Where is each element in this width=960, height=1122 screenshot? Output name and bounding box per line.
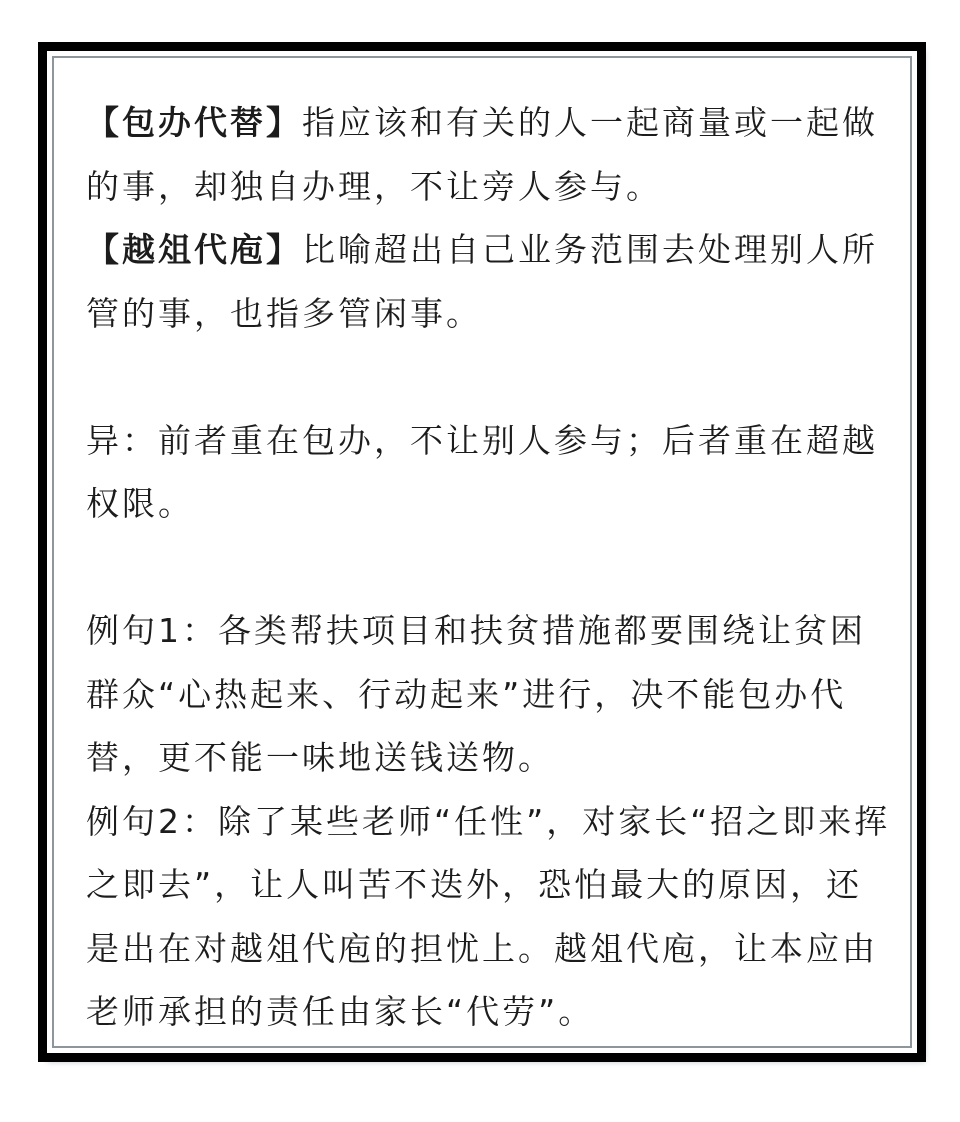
term-title-1: 【包办代替】 [86,103,302,142]
document-frame [38,42,926,1062]
example-sentence-2: 例句2：除了某些老师“任性”，对家长“招之即来挥之即去”，让人叫苦不迭外，恐怕最大的原因，还是出在对越俎代庖的担忧上。越俎代庖，让本应由老师承担的责任由家长“代劳”。 [86,801,891,1031]
example-sentence-1: 例句1：各类帮扶项目和扶贫措施都要围绕让贫困群众“心热起来、行动起来”进行，决不能包办代替，更不能一味地送钱送物。 [86,611,866,777]
term-definition-1: 指应该和有关的人一起商量或一起做的事，却独自办理，不让旁人参与。 [86,103,878,206]
term-definition-2: 比喻超出自己业务范围去处理别人所管的事，也指多管闲事。 [86,230,878,333]
term-entry-1 [86,91,892,218]
term-entry-2 [86,218,892,345]
term-title-2: 【越俎代庖】 [86,230,302,269]
difference-text: 异：前者重在包办，不让别人参与；后者重在超越权限。 [86,420,878,523]
paragraph-gap [86,536,892,600]
paragraph-gap [86,345,892,409]
document-text [86,91,892,1044]
